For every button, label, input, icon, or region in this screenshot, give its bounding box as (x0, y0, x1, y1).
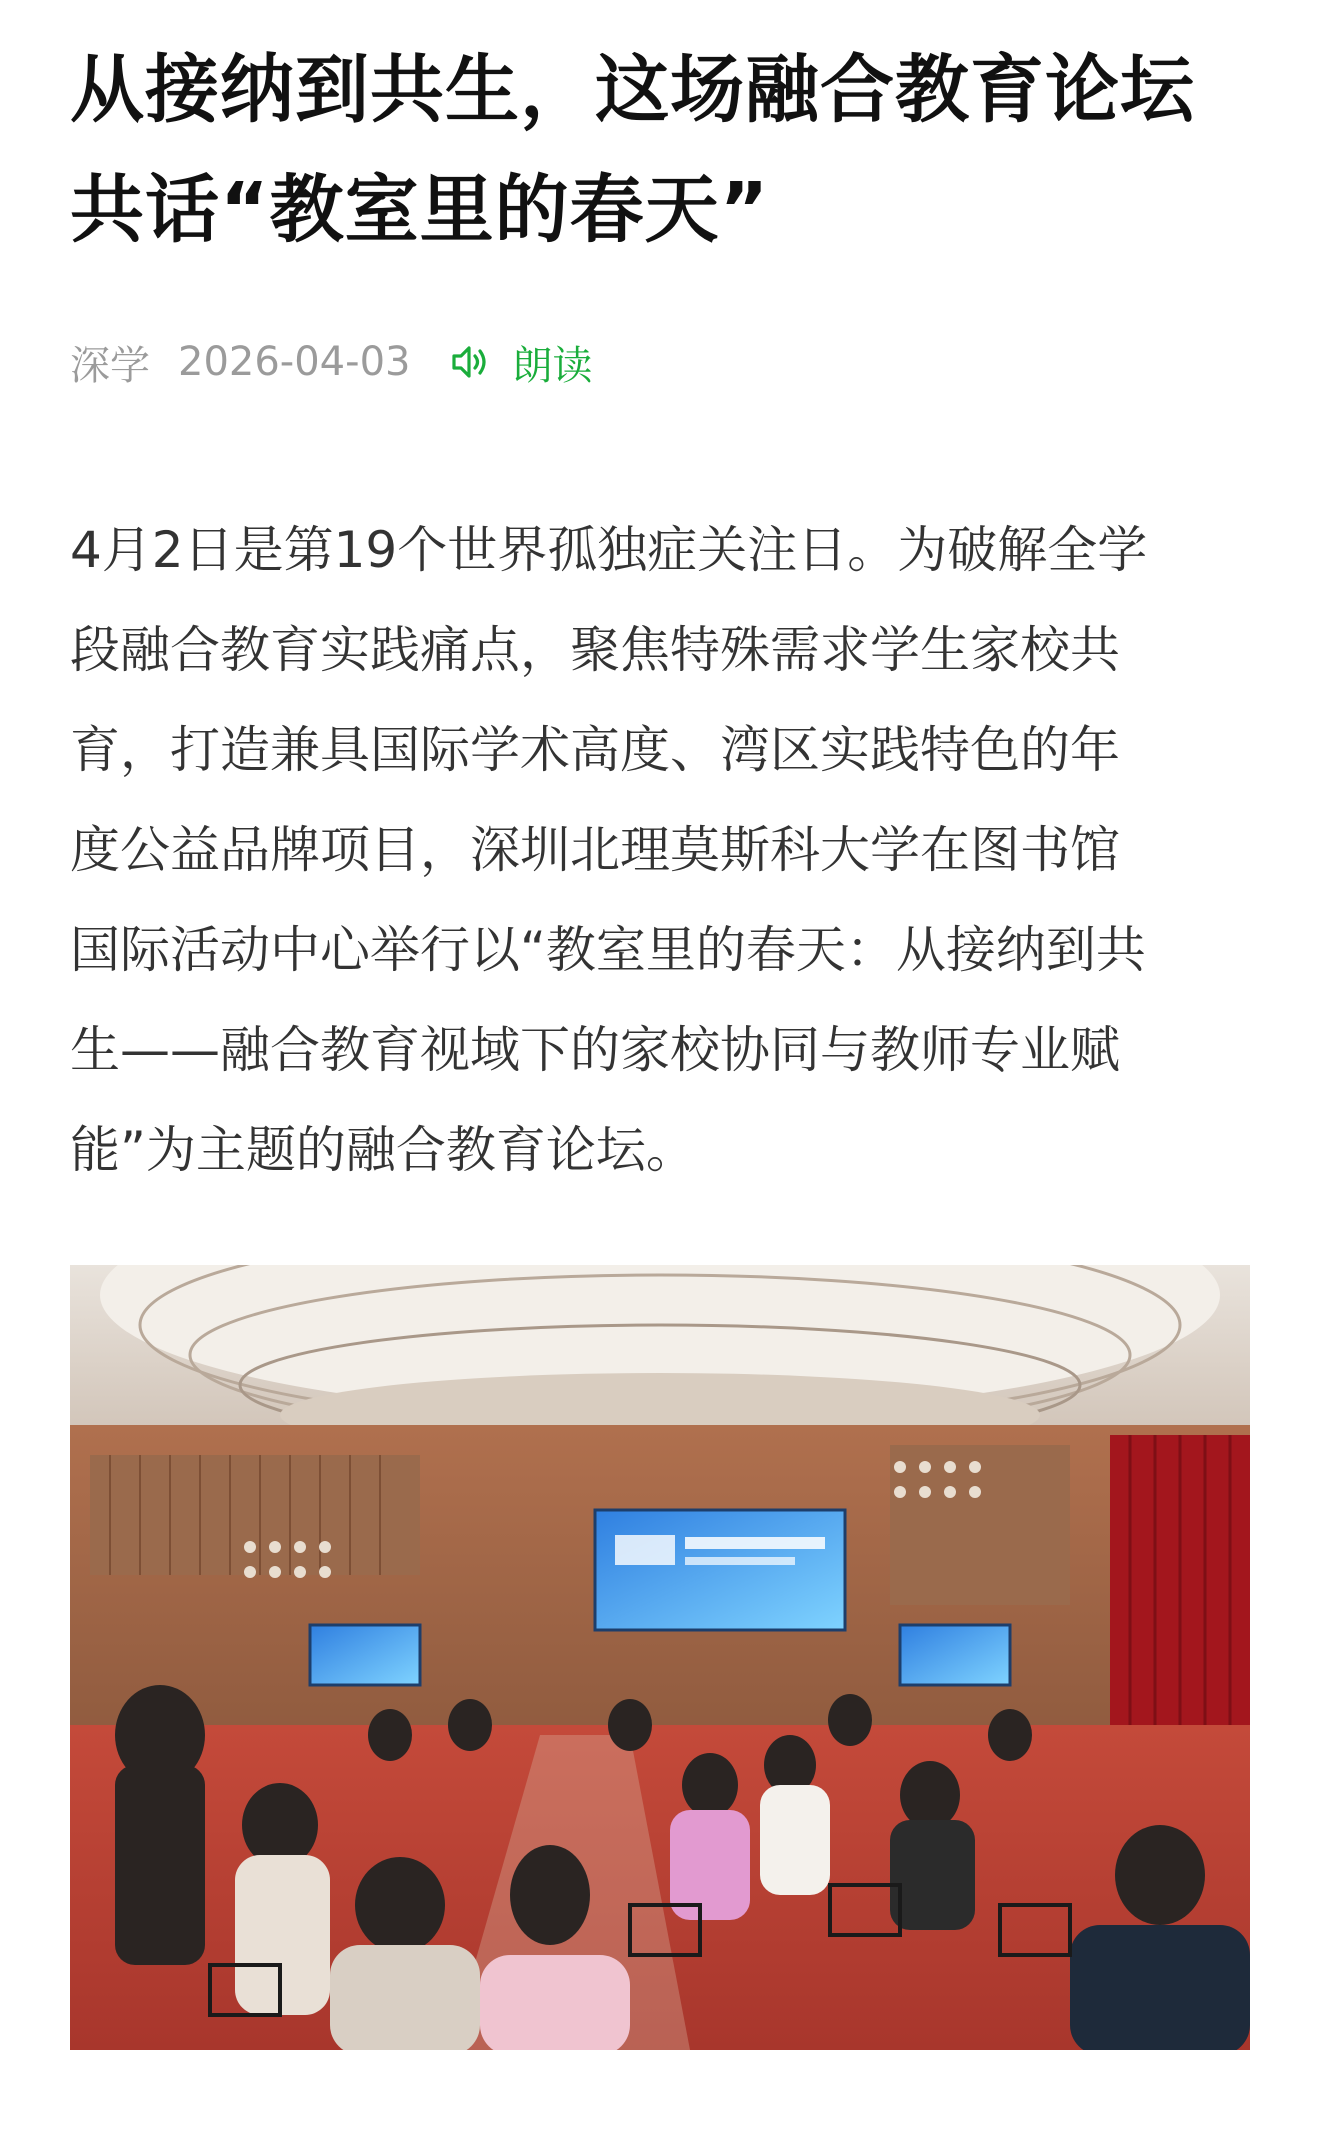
title-line-1: 从接纳到共生，这场融合教育论坛 (70, 47, 1195, 133)
forum-photo-illustration (70, 1265, 1250, 2050)
forum-photo[interactable] (70, 1265, 1250, 2050)
paragraph-line: 度公益品牌项目，深圳北理莫斯科大学在图书馆 (70, 821, 1120, 879)
paragraph-line: 段融合教育实践痛点，聚焦特殊需求学生家校共 (70, 621, 1120, 679)
paragraph-line: 能”为主题的融合教育论坛。 (70, 1121, 696, 1179)
paragraph-line: 4月2日是第19个世界孤独症关注日。为破解全学 (70, 521, 1148, 579)
speaker-icon (450, 342, 490, 382)
read-aloud-button[interactable] (450, 334, 592, 391)
title-line-2: 共话“教室里的春天” (70, 167, 770, 253)
account-name[interactable]: 深学 (70, 342, 150, 389)
publish-date: 2026-04-03 (178, 339, 411, 385)
article-meta (70, 330, 592, 394)
paragraph-line: 国际活动中心举行以“教室里的春天：从接纳到共 (70, 921, 1146, 979)
article-paragraph (70, 500, 1250, 1200)
read-aloud-label: 朗读 (512, 342, 593, 389)
paragraph-line: 育，打造兼具国际学术高度、湾区实践特色的年 (70, 721, 1120, 779)
article-title (70, 30, 1250, 270)
paragraph-line: 生——融合教育视域下的家校协同与教师专业赋 (70, 1021, 1120, 1079)
